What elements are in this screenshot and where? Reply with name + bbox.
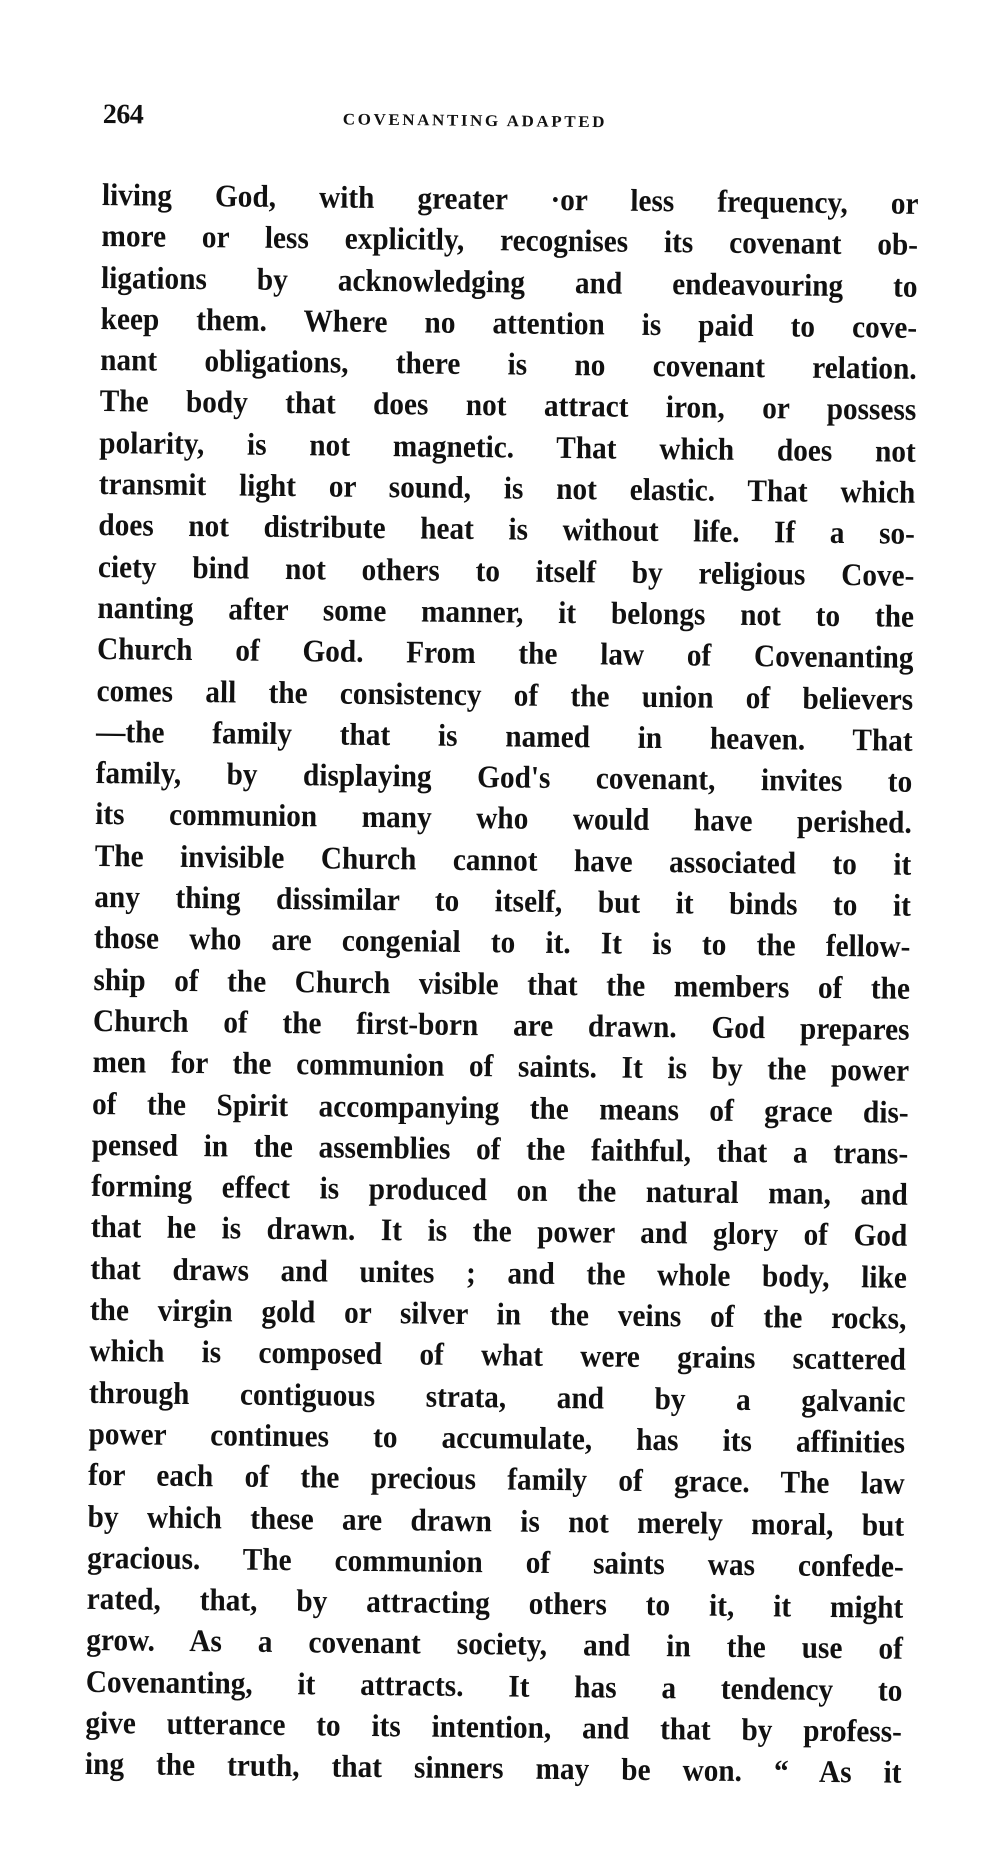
text-line-content: nant obligations, there is no covenant relation. — [100, 342, 917, 387]
text-line-content: living God, with greater ·or less frequency, or — [101, 176, 919, 221]
page-sheet — [84, 0, 921, 1874]
text-line-content: those who are congenial to it. It is to the fellow- — [93, 920, 911, 965]
text-line-content: that he is drawn. It is the power and glory of God — [90, 1209, 908, 1254]
text-line-content: nanting after some manner, it belongs not to the — [97, 589, 915, 634]
running-title: COVENANTING ADAPTED — [342, 110, 608, 132]
text-line-content: ing the truth, that sinners may be won. “ As it — [84, 1746, 902, 1791]
page-number: 264 — [102, 99, 144, 131]
text-line-content: polarity, is not magnetic. That which does not — [99, 424, 916, 469]
body-text — [85, 174, 919, 1793]
text-line-content: grow. As a covenant society, and in the use of — [86, 1622, 904, 1667]
text-line-content: comes all the consistency of the union of believers — [96, 672, 914, 717]
text-line-content: the virgin gold or silver in the veins of the rocks, — [89, 1291, 907, 1336]
text-line-content: rated, that, by attracting others to it, it might — [86, 1581, 904, 1625]
text-line-content: power continues to accumulate, has its affinities — [88, 1415, 906, 1460]
text-line-content: more or less explicitly, recognises its covenant ob- — [101, 218, 919, 263]
text-line-content: ciety bind not others to itself by religious Cove- — [97, 548, 915, 593]
text-line-content: through contiguous strata, and by a galvanic — [88, 1374, 906, 1419]
text-line-content: Church of the first-born are drawn. God prepares — [92, 1002, 910, 1047]
text-line-content: Church of God. From the law of Covenanting — [96, 631, 914, 676]
text-line-content: pensed in the assemblies of the faithful, that a trans- — [91, 1126, 909, 1171]
text-line-content: of the Spirit accompanying the means of grace dis- — [91, 1085, 909, 1130]
text-line-content: keep them. Where no attention is paid to cove- — [100, 300, 918, 345]
text-line-content: Covenanting, it attracts. It has a tendency to — [85, 1663, 903, 1708]
text-line-content: ligations by acknowledging and endeavouring to — [100, 259, 918, 304]
running-head — [103, 98, 920, 141]
text-line-content: does not distribute heat is without life. If a so- — [98, 507, 916, 552]
text-line-content: gracious. The communion of saints was confede- — [87, 1539, 904, 1584]
text-line-content: for each of the precious family of grace. The law — [87, 1457, 905, 1501]
text-line-content: The body that does not attract iron, or possess — [99, 383, 917, 428]
text-line-content: ship of the Church visible that the members of the — [93, 961, 911, 1006]
text-line-content: The invisible Church cannot have associated to it — [94, 837, 912, 882]
text-line-content: any thing dissimilar to itself, but it binds to it — [94, 879, 912, 923]
text-line-content: family, by displaying God's covenant, invites to — [95, 755, 913, 799]
text-line-content: that draws and unites ; and the whole body, like — [90, 1250, 908, 1295]
text-line-content: give utterance to its intention, and that by profess- — [85, 1704, 903, 1749]
text-line-content: by which these are drawn is not merely moral, but — [87, 1498, 905, 1543]
text-line-content: forming effect is produced on the natural man, and — [91, 1168, 908, 1212]
text-line-content: its communion many who would have perished. — [95, 796, 912, 841]
text-line-content: which is composed of what were grains scattered — [89, 1333, 907, 1378]
text-line — [85, 1743, 902, 1793]
text-line-content: —the family that is named in heaven. That — [95, 713, 913, 758]
text-line-content: transmit light or sound, is not elastic. That which — [98, 466, 916, 510]
text-line-content: men for the communion of saints. It is by the power — [92, 1044, 910, 1089]
